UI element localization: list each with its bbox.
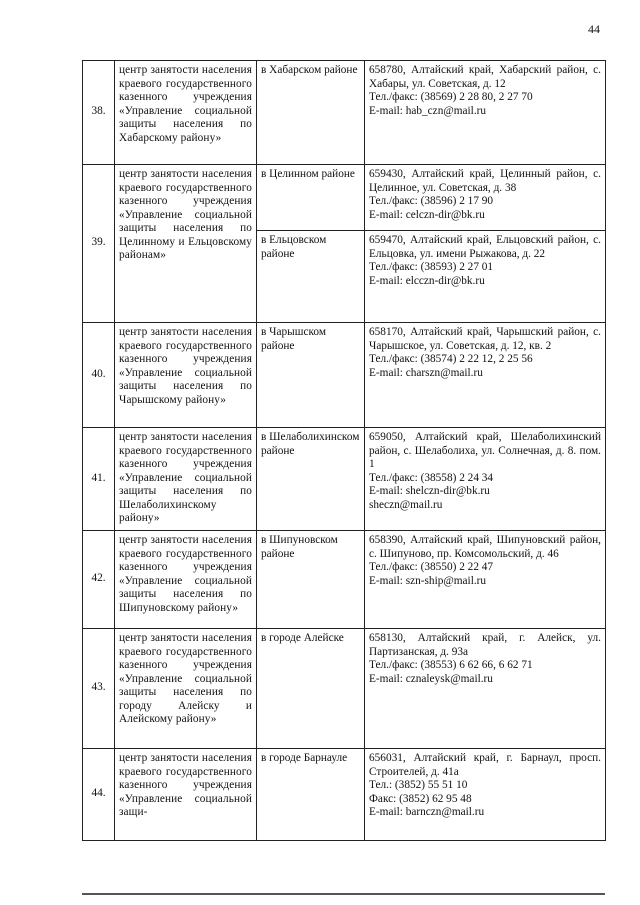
- phone-fax: Тел./факс: (38596) 2 17 90: [369, 195, 494, 207]
- postal-address: 658170, Алтайский край, Чарышский район, с. Чарышское, ул. Советская, д. 12, кв. 2: [369, 326, 601, 352]
- district-name: в Хабарском районе: [257, 61, 365, 165]
- phone-fax: Тел./факс: (38574) 2 22 12, 2 25 56: [369, 353, 533, 365]
- row-number: 42.: [83, 531, 115, 629]
- email-address: E-mail: barnczn@mail.ru: [369, 806, 485, 818]
- district-name: в Ельцовском районе: [257, 231, 365, 323]
- table-body: [83, 61, 606, 841]
- postal-address: 658390, Алтайский край, Шипуновский район, с. Шипуново, пр. Комсомольский, д. 46: [369, 534, 601, 560]
- email-address: E-mail: elcczn-dir@bk.ru: [369, 274, 485, 287]
- table-row: [83, 428, 606, 531]
- contact-details: [365, 629, 606, 749]
- employment-centers-table: [82, 60, 606, 841]
- contact-details: [365, 61, 606, 165]
- district-name: в Чарышском районе: [257, 323, 365, 428]
- organization-name: центр занятости населения краевого государственного казенного учреждения «Управление социальной защиты населения по Шипуновскому району»: [115, 531, 257, 629]
- email-address: E-mail: celczn-dir@bk.ru: [369, 208, 485, 221]
- page-bottom-rule: [82, 893, 605, 895]
- phone-fax: Тел./факс: (38550) 2 22 47: [369, 561, 494, 573]
- district-name: в Целинном районе: [257, 165, 365, 231]
- organization-name: центр занятости населения краевого государственного казенного учреждения «Управление социальной защи-: [115, 749, 257, 841]
- contact-details: [365, 749, 606, 841]
- row-number: 41.: [83, 428, 115, 531]
- email-address: E-mail: cznaleysk@mail.ru: [369, 672, 493, 685]
- contact-details: [365, 231, 606, 323]
- postal-address: 659430, Алтайский край, Целинный район, с. Целинное, ул. Советская, д. 38: [369, 168, 601, 194]
- table-row: [83, 531, 606, 629]
- table-row: [83, 323, 606, 428]
- organization-name: центр занятости населения краевого государственного казенного учреждения «Управление социальной защиты населения по Чарышскому району»: [115, 323, 257, 428]
- postal-address: 658130, Алтайский край, г. Алейск, ул. Партизанская, д. 93а: [369, 632, 601, 658]
- row-number: 38.: [83, 61, 115, 165]
- phone-fax: Факс: (3852) 62 95 48: [369, 792, 472, 805]
- contact-details: [365, 323, 606, 428]
- organization-name: центр занятости населения краевого государственного казенного учреждения «Управление социальной защиты населения по Шелаболихинскому району»: [115, 428, 257, 531]
- row-number: 43.: [83, 629, 115, 749]
- district-name: в Шелаболихинском районе: [257, 428, 365, 531]
- organization-name: центр занятости населения краевого государственного казенного учреждения «Управление социальной защиты населения по Хабарскому району»: [115, 61, 257, 165]
- phone-fax: Тел./факс: (38593) 2 27 01: [369, 261, 494, 273]
- postal-address: 659470, Алтайский край, Ельцовский район, с. Ельцовка, ул. имени Рыжакова, д. 22: [369, 234, 601, 260]
- phone-fax: Тел.: (3852) 55 51 10: [369, 779, 468, 791]
- organization-name: центр занятости населения краевого государственного казенного учреждения «Управление социальной защиты населения по городу Алейску и Алейскому району»: [115, 629, 257, 749]
- organization-name: центр занятости населения краевого государственного казенного учреждения «Управление социальной защиты населения по Целинному и Ельцовскому районам»: [115, 165, 257, 323]
- email-address: E-mail: hab_czn@mail.ru: [369, 104, 487, 117]
- row-number: 44.: [83, 749, 115, 841]
- postal-address: 656031, Алтайский край, г. Барнаул, просп. Строителей, д. 41а: [369, 752, 601, 778]
- contact-details: [365, 531, 606, 629]
- postal-address: 658780, Алтайский край, Хабарский район, с. Хабары, ул. Советская, д. 12: [369, 64, 601, 90]
- phone-fax: Тел./факс: (38558) 2 24 34: [369, 471, 494, 484]
- email-address: sheczn@mail.ru: [369, 498, 443, 511]
- district-name: в Шипуновском районе: [257, 531, 365, 629]
- district-name: в городе Алейске: [257, 629, 365, 749]
- phone-fax: Тел./факс: (38553) 6 62 66, 6 62 71: [369, 659, 533, 671]
- table-row: [83, 61, 606, 165]
- table-row: [83, 629, 606, 749]
- email-address: E-mail: charszn@mail.ru: [369, 366, 483, 379]
- postal-address: 659050, Алтайский край, Шелаболихинский район, с. Шелаболиха, ул. Солнечная, д. 8. пом. 1: [369, 431, 601, 470]
- phone-fax: Тел./факс: (38569) 2 28 80, 2 27 70: [369, 91, 533, 103]
- contact-details: [365, 428, 606, 531]
- table-row: [83, 165, 606, 231]
- page-number: 44: [588, 22, 600, 36]
- row-number: 40.: [83, 323, 115, 428]
- email-address: E-mail: szn-ship@mail.ru: [369, 574, 487, 587]
- email-address: E-mail: shelczn-dir@bk.ru: [369, 485, 490, 497]
- contact-details: [365, 165, 606, 231]
- row-number: 39.: [83, 165, 115, 323]
- table-row: [83, 749, 606, 841]
- district-name: в городе Барнауле: [257, 749, 365, 841]
